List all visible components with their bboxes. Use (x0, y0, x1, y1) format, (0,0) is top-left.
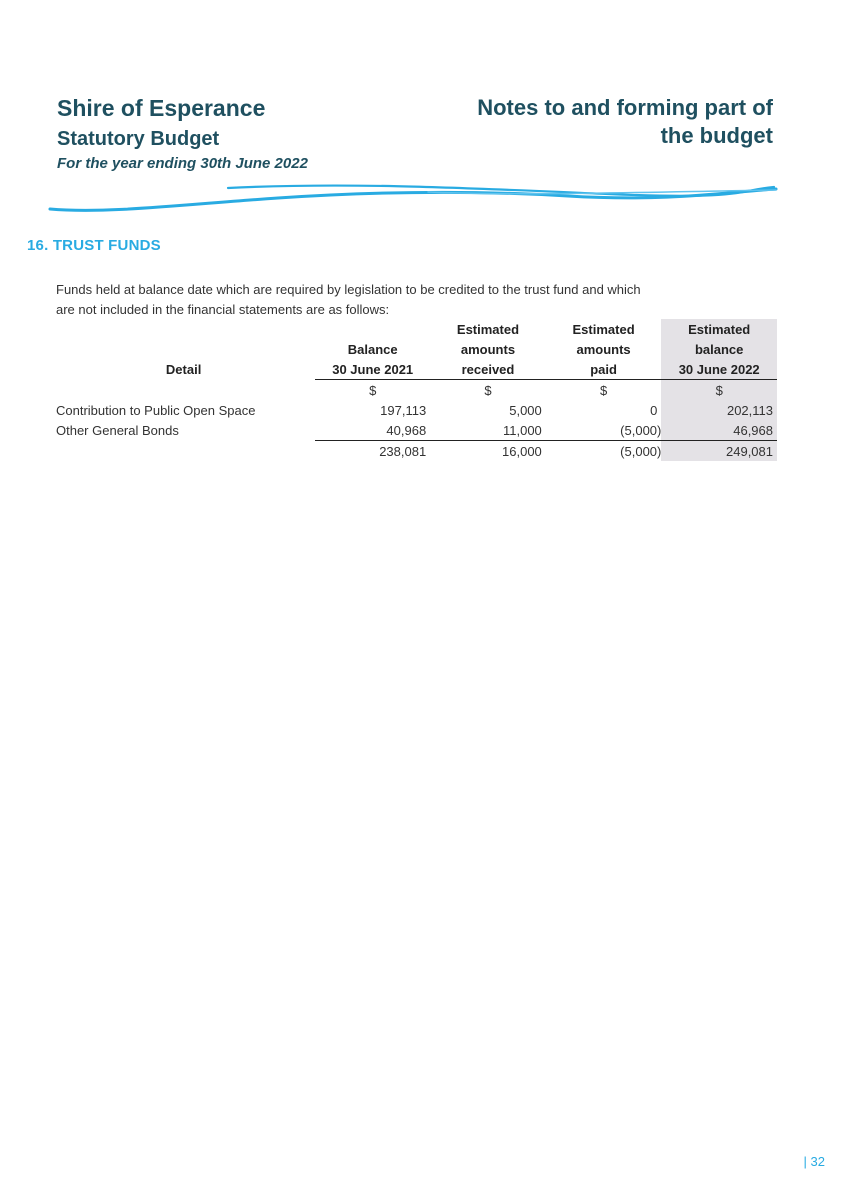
total-received: 16,000 (502, 443, 542, 459)
row-balance: 40,968 (315, 420, 430, 441)
organisation-name: Shire of Esperance (57, 95, 266, 121)
row-received: 5,000 (509, 402, 542, 418)
budget-period: For the year ending 30th June 2022 (57, 155, 308, 172)
header-detail: Detail (165, 361, 202, 377)
header-estimated-line2: balance (661, 339, 777, 359)
currency-symbol: $ (484, 382, 492, 398)
row-estimated-balance: 202,113 (661, 400, 777, 420)
intro-line-1: Funds held at balance date which are required by legislation to be credited to the trust fund and which (56, 282, 641, 297)
intro-line-2: are not included in the financial statements are as follows: (56, 302, 390, 317)
table-header-row-1 (52, 319, 777, 339)
notes-title-line1: Notes to and forming part of (477, 95, 773, 120)
header-balance-line2: Balance (347, 341, 398, 357)
totals-row (52, 441, 777, 462)
row-detail: Contribution to Public Open Space (56, 402, 256, 418)
header-balance-line3: 30 June 2021 (315, 359, 430, 380)
header-received-line3: received (430, 359, 546, 380)
header-balance-line1 (315, 319, 430, 339)
section-intro (56, 280, 716, 320)
row-detail: Other General Bonds (56, 422, 179, 438)
currency-symbol: $ (599, 382, 608, 398)
section-title: 16. TRUST FUNDS (27, 237, 161, 254)
row-estimated-balance: 46,968 (661, 420, 777, 441)
table-header-row-3 (52, 359, 777, 380)
currency-symbol: $ (369, 382, 377, 398)
row-received: 11,000 (430, 420, 546, 441)
header-received-line1: Estimated (456, 321, 520, 337)
total-paid: (5,000) (620, 443, 662, 459)
currency-symbol: $ (661, 380, 777, 401)
table-header-row-2 (52, 339, 777, 359)
currency-row (52, 380, 777, 401)
header-estimated-line1: Estimated (661, 319, 777, 339)
header-paid-line3: paid (546, 359, 662, 380)
notes-title-line2: the budget (660, 123, 773, 148)
document-header-left (57, 94, 308, 172)
page-number: | 32 (803, 1154, 825, 1169)
table-row (52, 400, 777, 420)
table-row (52, 420, 777, 441)
header-swoosh-divider (48, 178, 780, 218)
total-estimated-balance: 249,081 (661, 441, 777, 462)
trust-funds-table (52, 319, 777, 461)
row-balance: 197,113 (380, 402, 427, 418)
header-paid-line2: amounts (576, 341, 631, 357)
row-paid: (5,000) (546, 420, 662, 441)
total-balance: 238,081 (379, 443, 427, 459)
document-header-right (477, 94, 773, 150)
document-subtitle: Statutory Budget (57, 128, 220, 150)
row-paid: 0 (650, 402, 658, 418)
header-received-line2: amounts (460, 341, 516, 357)
header-estimated-line3: 30 June 2022 (661, 359, 777, 380)
header-paid-line1: Estimated (572, 321, 635, 337)
